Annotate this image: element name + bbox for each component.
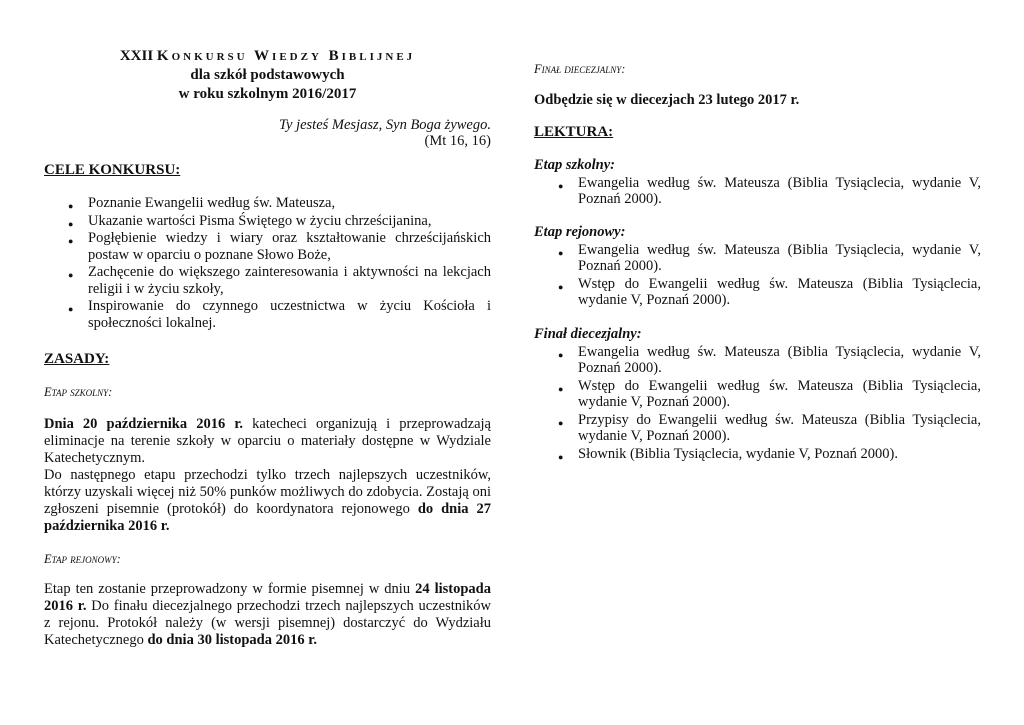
bullet-icon: ● bbox=[68, 270, 74, 281]
lektura-rejonowy-item-text: Wstęp do Ewangelii według św. Mateusza (Biblia Tysiąclecia, wydanie V, Poznań 2000). bbox=[578, 276, 981, 309]
cele-item bbox=[68, 230, 491, 263]
bullet-icon: ● bbox=[68, 236, 74, 247]
lektura-final-label: Finał diecezjalny: bbox=[534, 326, 642, 342]
bullet-icon: ● bbox=[558, 350, 564, 360]
lektura-final-item bbox=[558, 344, 981, 377]
bullet-icon: ● bbox=[558, 384, 564, 394]
title-prefix: XXII bbox=[119, 48, 154, 64]
etap-rejonowy-text bbox=[44, 581, 491, 649]
lektura-rejonowy-label: Etap rejonowy: bbox=[534, 224, 626, 240]
bullet-icon: ● bbox=[558, 452, 564, 462]
lektura-final-item-text: Przypisy do Ewangelii według św. Mateusza (Biblia Tysiąclecia, wydanie V, Poznań 2000). bbox=[578, 412, 981, 445]
lektura-final-item bbox=[558, 412, 981, 445]
etap-szkolny-label: Etap szkolny: bbox=[44, 385, 113, 399]
cele-item-text: Pogłębienie wiedzy i wiary oraz kształtowanie chrześcijańskich postaw w oparciu o poznane Słowo Boże, bbox=[88, 230, 491, 263]
date-30-nov: do dnia 30 listopada 2016 r. bbox=[147, 632, 317, 648]
lektura-final-item-text: Słownik (Biblia Tysiąclecia, wydanie V, Poznań 2000). bbox=[578, 446, 898, 462]
lektura-final-item-text: Wstęp do Ewangelii według św. Mateusza (Biblia Tysiąclecia, wydanie V, Poznań 2000). bbox=[578, 378, 981, 411]
date-20-oct: Dnia 20 października 2016 r. bbox=[44, 416, 244, 432]
motto-quote: Ty jesteś Mesjasz, Syn Boga żywego. bbox=[279, 117, 491, 133]
cele-item-text: Inspirowanie do czynnego uczestnictwa w życiu Kościoła i społeczności lokalnej. bbox=[88, 298, 491, 331]
title-main: Konkursu Wiedzy Biblijnej bbox=[156, 48, 416, 64]
lektura-final-item bbox=[558, 446, 981, 462]
cele-heading: CELE KONKURSU: bbox=[44, 162, 181, 178]
date-27-oct: do dnia 27 października 2016 r. bbox=[44, 501, 491, 534]
etap-rejonowy-label: Etap rejonowy: bbox=[44, 552, 121, 566]
lektura-szkolny-item bbox=[558, 175, 981, 208]
document-title bbox=[44, 47, 491, 104]
lektura-rejonowy-item-text: Ewangelia według św. Mateusza (Biblia Tysiąclecia, wydanie V, Poznań 2000). bbox=[578, 242, 981, 275]
lektura-szkolny-item-text: Ewangelia według św. Mateusza (Biblia Tysiąclecia, wydanie V, Poznań 2000). bbox=[578, 175, 981, 208]
lektura-final-item bbox=[558, 378, 981, 411]
etap-szkolny-p2: Do następnego etapu przechodzi tylko trzech najlepszych uczestników, którzy uzyskali więcej niż 50% punków możliwych do zdobycia. Zostają oni zgłoszeni pisemnie (protokół) do koordynatora rejonowego bbox=[44, 467, 491, 517]
right-column bbox=[534, 0, 981, 725]
cele-list bbox=[68, 195, 491, 332]
cele-item-text: Poznanie Ewangelii według św. Mateusza, bbox=[88, 195, 336, 211]
cele-item-text: Ukazanie wartości Pisma Świętego w życiu chrześcijanina, bbox=[88, 212, 432, 229]
title-line-3: w roku szkolnym 2016/2017 bbox=[178, 86, 357, 102]
lektura-szkolny-label: Etap szkolny: bbox=[534, 157, 615, 173]
cele-item bbox=[68, 298, 491, 331]
etap-szkolny-p1: katecheci organizują i przeprowadzają eliminacje na terenie szkoły w oparciu o materiały dostępne w Wydziale Katechetycznym. bbox=[44, 416, 491, 466]
bullet-icon: ● bbox=[558, 418, 564, 428]
bullet-icon: ● bbox=[68, 304, 74, 315]
final-text: Odbędzie się w diecezjach 23 lutego 2017 r. bbox=[534, 92, 800, 108]
motto-reference: (Mt 16, 16) bbox=[424, 133, 491, 149]
motto bbox=[279, 117, 491, 149]
lektura-final-list bbox=[558, 344, 981, 464]
cele-item bbox=[68, 264, 491, 297]
bullet-icon: ● bbox=[68, 201, 74, 211]
title-line-2: dla szkół podstawowych bbox=[190, 67, 345, 83]
bullet-icon: ● bbox=[558, 282, 564, 292]
etap-rejonowy-p-a: Etap ten zostanie przeprowadzony w formie pisemnej w dniu bbox=[44, 581, 416, 597]
etap-szkolny-text bbox=[44, 416, 491, 535]
lektura-final-item-text: Ewangelia według św. Mateusza (Biblia Tysiąclecia, wydanie V, Poznań 2000). bbox=[578, 344, 981, 377]
cele-item-text: Zachęcenie do większego zainteresowania i aktywności na lekcjach religii i w życiu szkoły, bbox=[88, 264, 491, 297]
lektura-rejonowy-list bbox=[558, 242, 981, 310]
final-label: Finał diecezjalny: bbox=[534, 62, 626, 76]
date-24-nov: 24 listopada 2016 r. bbox=[44, 581, 491, 614]
lektura-heading: LEKTURA: bbox=[534, 124, 614, 140]
cele-item bbox=[68, 212, 491, 229]
bullet-icon: ● bbox=[558, 181, 564, 191]
lektura-rejonowy-item bbox=[558, 242, 981, 275]
lektura-rejonowy-item bbox=[558, 276, 981, 309]
bullet-icon: ● bbox=[558, 248, 564, 258]
left-column bbox=[44, 0, 491, 725]
etap-rejonowy-p-b: Do finału diecezjalnego przechodzi trzech najlepszych uczestników z rejonu. Protokół należy (w wersji pisemnej) dostarczyć do Wydziału Katechetycznego bbox=[44, 598, 491, 648]
bullet-icon: ● bbox=[68, 218, 74, 229]
zasady-heading: ZASADY: bbox=[44, 351, 110, 367]
lektura-szkolny-list bbox=[558, 175, 981, 209]
cele-item bbox=[68, 195, 491, 211]
